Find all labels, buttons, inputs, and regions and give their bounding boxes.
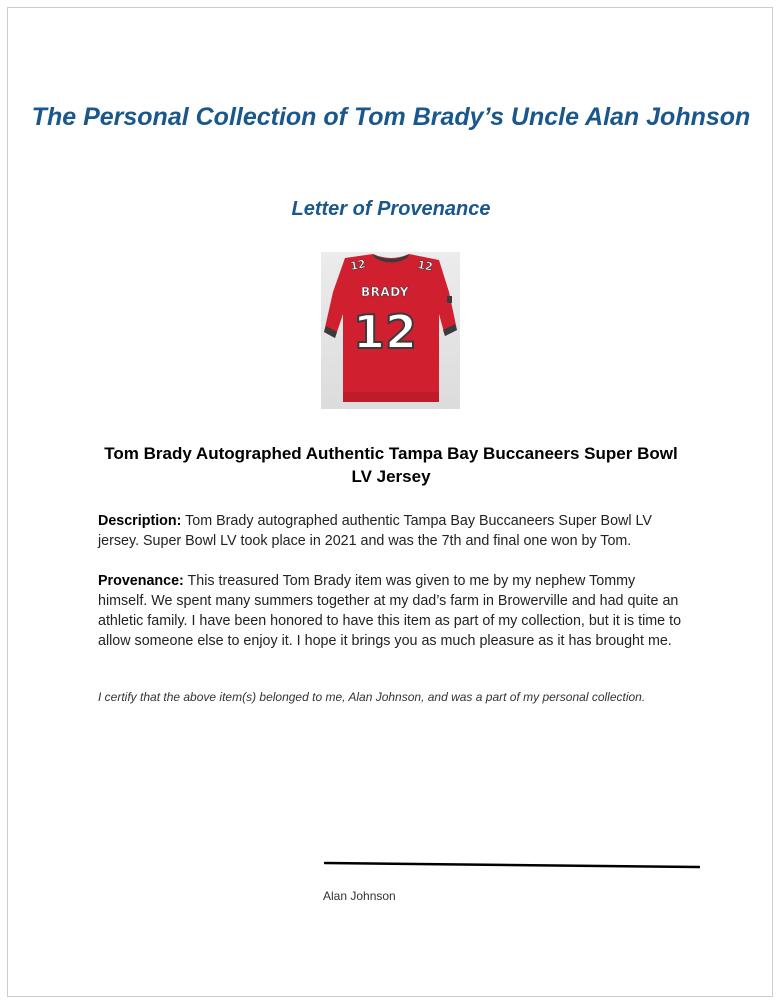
item-title: Tom Brady Autographed Authentic Tampa Bay Buccaneers Super Bowl LV Jersey: [104, 444, 678, 486]
certification-statement: I certify that the above item(s) belonged to me, Alan Johnson, and was a part of my personal collection.: [98, 690, 646, 704]
description-text: Tom Brady autographed authentic Tampa Bay Buccaneers Super Bowl LV jersey. Super Bowl LV took place in 2021 and was the 7th and final one won by Tom.: [98, 513, 652, 549]
description-label: Description:: [98, 513, 182, 529]
description-paragraph: [98, 511, 688, 551]
page-subtitle: Letter of Provenance: [291, 198, 491, 220]
jersey-photo: [321, 252, 460, 409]
svg-text:12: 12: [349, 257, 367, 273]
provenance-text: This treasured Tom Brady item was given to me by my nephew Tommy himself. We spent many summers together at my dad’s farm in Browerville and had quite an athletic family. I have been honored to have this item as part of my collection, but it is time to allow someone else to enjoy it. I hope it brings you as much pleasure as it has brought me.: [98, 573, 682, 649]
jersey-name: BRADY: [361, 285, 409, 299]
page-title: The Personal Collection of Tom Brady’s Uncle Alan Johnson: [31, 103, 751, 131]
jersey-number: 12: [352, 305, 418, 359]
signature-line: [324, 860, 700, 872]
jersey-image: [321, 252, 460, 409]
provenance-paragraph: [98, 571, 688, 651]
signer-name: Alan Johnson: [323, 889, 396, 903]
letter-page: [7, 7, 773, 997]
svg-text:12: 12: [416, 258, 434, 274]
provenance-label: Provenance:: [98, 573, 184, 589]
